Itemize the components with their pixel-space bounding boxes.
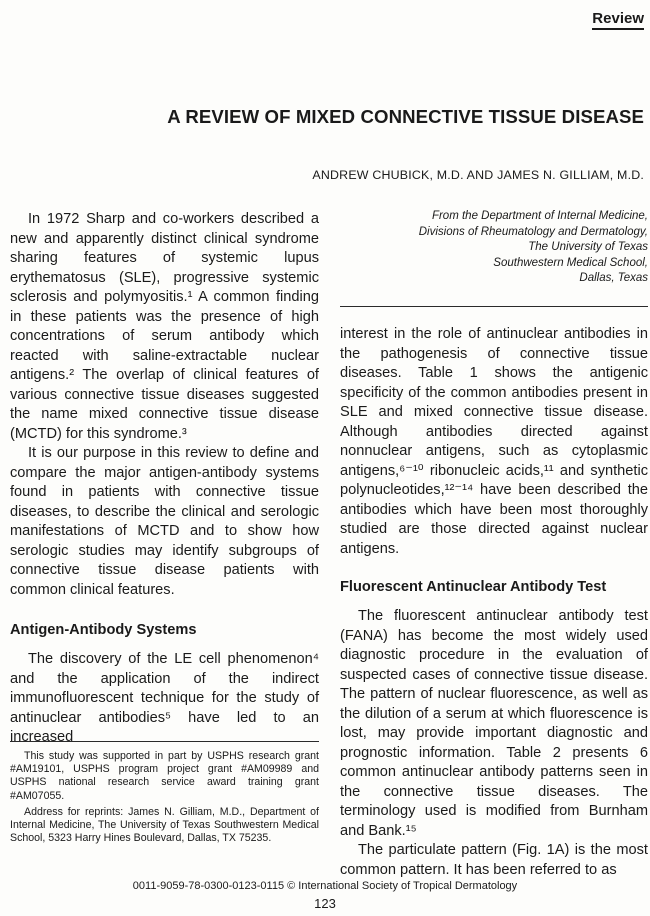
left-column <box>10 210 319 748</box>
affiliation-divider <box>340 306 648 307</box>
footnote-divider <box>10 741 319 742</box>
affiliation-line: The University of Texas <box>528 241 648 253</box>
page-number: 123 <box>314 896 336 911</box>
intro-paragraph: In 1972 Sharp and co-workers described a new and apparently distinct clinical syndrome sharing features of systemic lupus erythematosus (SLE), progressive systemic sclerosis and polymyositis.¹ A common finding in these patients was the presence of high concentrations of serum antibody which reacted with saline-extractable nuclear antigens.² The overlap of clinical features of various connective tissue diseases suggested the name mixed connective tissue disease (MCTD) for this syndrome.³ <box>10 211 319 442</box>
footnotes <box>10 750 319 845</box>
citation-line: 0011-9059-78-0300-0123-0115 © International Society of Tropical Dermatology <box>132 880 518 892</box>
affiliation-line: Dallas, Texas <box>579 272 648 284</box>
affiliation-line: From the Department of Internal Medicine, <box>431 210 648 222</box>
section-label: Review <box>592 10 644 30</box>
article-title: A REVIEW OF MIXED CONNECTIVE TISSUE DISEASE <box>167 106 644 127</box>
le-cell-paragraph: The discovery of the LE cell phenomenon⁴ and the application of the indirect immunofluorescent technique for the study of antinuclear antibodies⁵ have led to an increased <box>10 651 319 745</box>
purpose-paragraph: It is our purpose in this review to define and compare the major antigen-antibody systems found in patients with connective tissue diseases, to describe the clinical and serologic manifestations of MCTD and to show how serologic studies may identify subgroups of connective tissue disease patients with common clinical features. <box>10 445 319 598</box>
article-authors: ANDREW CHUBICK, M.D. AND JAMES N. GILLIAM, M.D. <box>312 168 644 182</box>
affiliation-line: Divisions of Rheumatology and Dermatology, <box>418 225 648 238</box>
funding-footnote: This study was supported in part by USPHS research grant #AM19101, USPHS program project grant #AM09989 and USPHS national research service award training grant #AM07055. <box>10 750 319 802</box>
fana-paragraph: The fluorescent antinuclear antibody test (FANA) has become the most widely used diagnostic procedure in the evaluation of suspected cases of connective tissue disease. The pattern of nuclear fluorescence, as well as the dilution of a serum at which fluorescence is lost, may provide important diagnostic and prognostic information. Table 2 presents 6 common antinuclear antibody patterns seen in the connective tissue diseases. The terminology used is modified from Burnham and Bank.¹⁵ <box>340 608 648 839</box>
affiliation-block <box>340 209 648 287</box>
continued-paragraph: interest in the role of antinuclear antibodies in the pathogenesis of connective tissue diseases. Table 1 shows the antigenic specificity of the common antibodies present in SLE and mixed connective tissue disease. Although antibodies directed against nonnuclear antigens, such as cytoplasmic antigens,⁶⁻¹⁰ ribonucleic acids,¹¹ and synthetic polynucleotides,¹²⁻¹⁴ have been described the antibodies which have been most thoroughly studied are those directed against nuclear antigens. <box>340 326 648 557</box>
affiliation-line: Southwestern Medical School, <box>493 256 648 269</box>
right-column <box>340 325 648 880</box>
section-heading-antigen-antibody: Antigen-Antibody Systems <box>10 622 197 638</box>
reprints-footnote: Address for reprints: James N. Gilliam, M.D., Department of Internal Medicine, The University of Texas Southwestern Medical School, 5323 Harry Hines Boulevard, Dallas, TX 75235. <box>10 805 319 845</box>
particulate-paragraph: The particulate pattern (Fig. 1A) is the most common pattern. It has been referred to as <box>340 842 648 878</box>
section-heading-fana: Fluorescent Antinuclear Antibody Test <box>340 579 607 595</box>
